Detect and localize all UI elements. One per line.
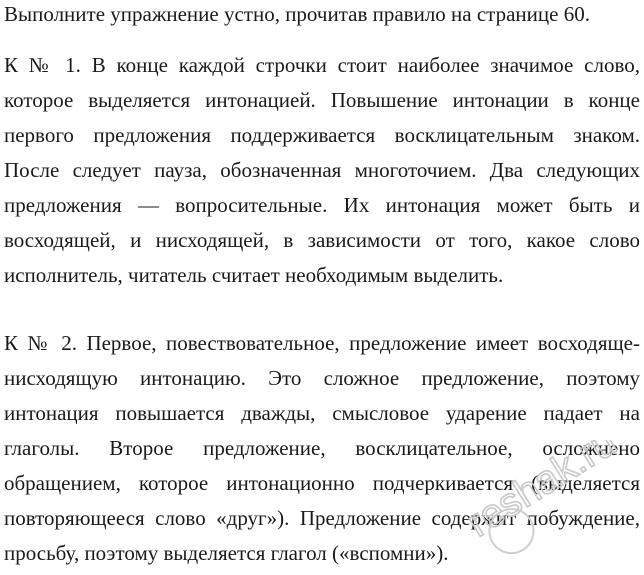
instruction-text: Выполните упражнение устно, прочитав правило на странице 60.: [4, 2, 590, 26]
watermark-text: reshak.ru: [459, 440, 625, 546]
answer-paragraph-2: К № 2. Первое, повествовательное, предложение имеет восходяще-нисходящую интонацию. Это сложное предложение, поэтому интонация повышается дважды, смысловое ударение падает на глаголы. Второе предложение, восклицательное, осложнено обращением, которое интонационно подчеркивается (выделяется повторяющееся слово «друг»). Предложение содержит побуждение, просьбу, поэтому выделяется глагол («вспомни»).: [4, 331, 640, 565]
answer-paragraph-1: К № 1. В конце каждой строчки стоит наиболее значимое слово, которое выделяется интонацией. Повышение интонации в конце первого предложения поддерживается восклицательным знаком. После следует пауза, обозначенная многоточием. Два следующих предложения — вопросительные. Их интонация может быть и восходящей, и нисходящей, в зависимости от того, какое слово исполнитель, читатель считает необходимым выделить.: [4, 53, 640, 287]
